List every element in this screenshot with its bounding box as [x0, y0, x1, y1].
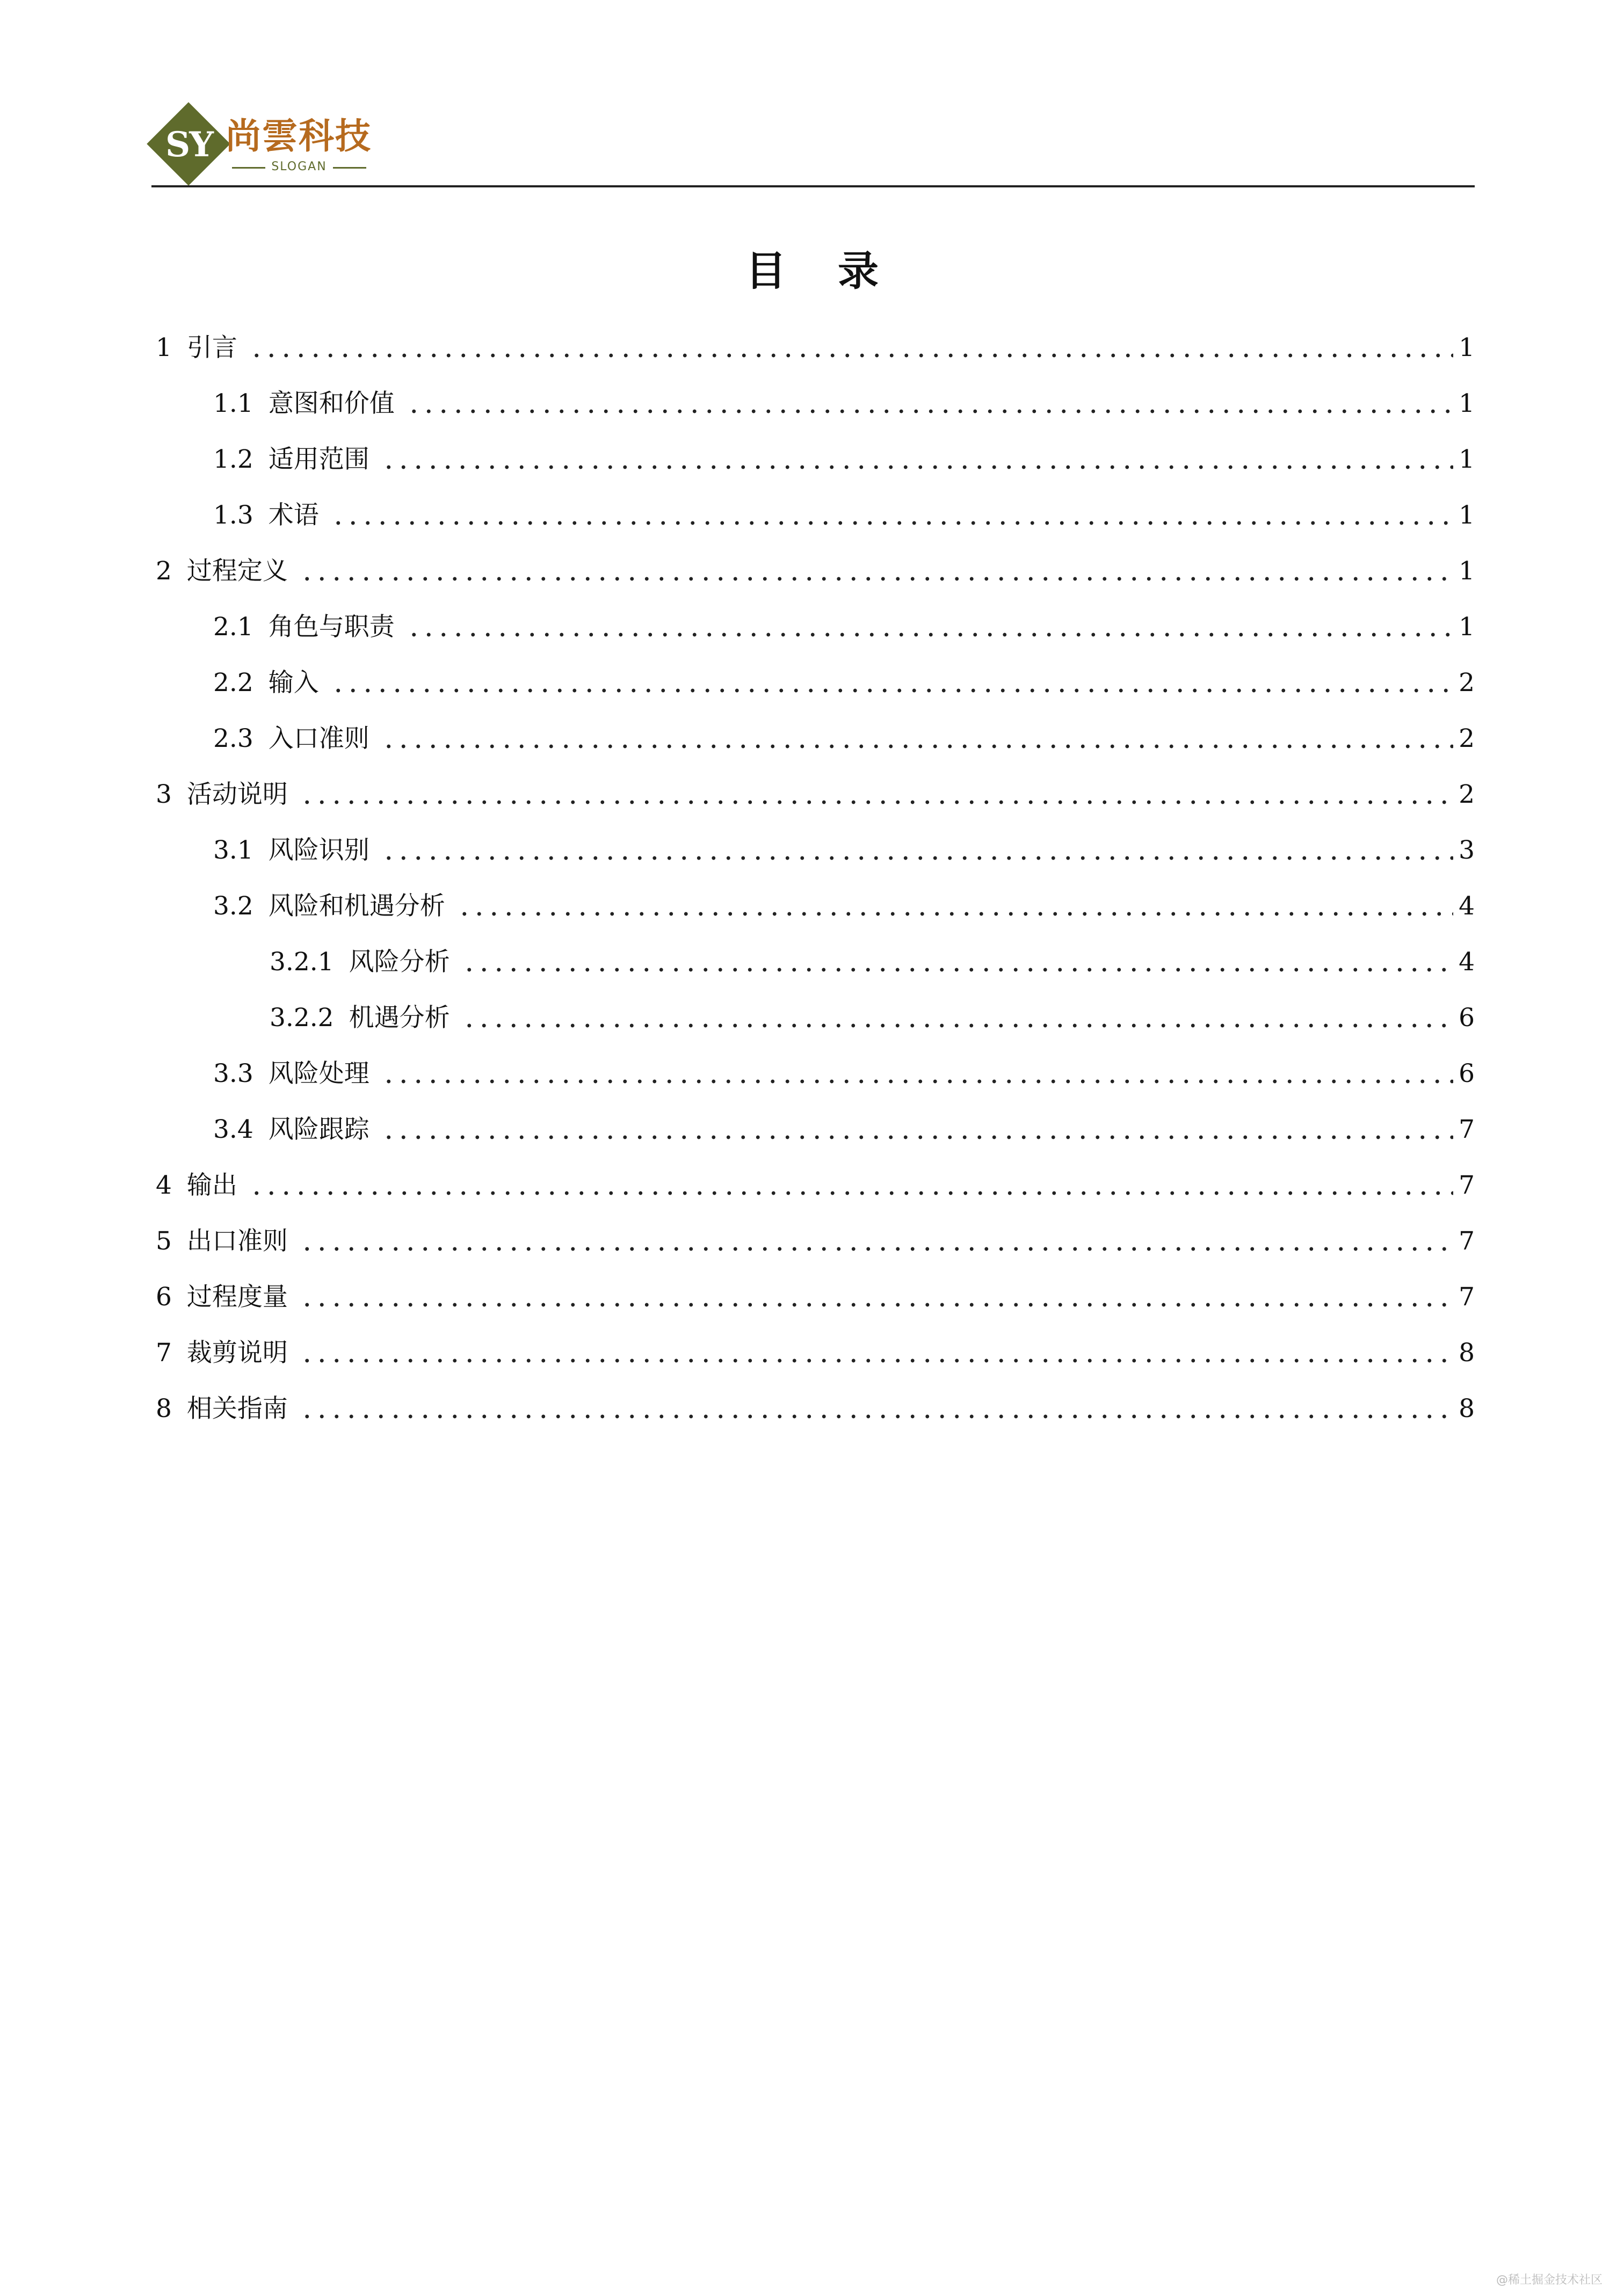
toc-entry[interactable] [156, 599, 1475, 655]
toc-entry-page-number: 7 [1459, 1282, 1475, 1312]
toc-entry-page-number: 4 [1459, 891, 1475, 921]
toc-entry-label: 裁剪说明 [186, 1338, 288, 1368]
toc-entry-page-number: 1 [1459, 333, 1475, 362]
toc-entry[interactable] [156, 1158, 1475, 1214]
toc-dot-leader [381, 1046, 1453, 1102]
toc-entry-label: 风险跟踪 [268, 1115, 369, 1144]
toc-entry-number: 3.1 [213, 835, 253, 865]
table-of-contents [156, 320, 1475, 1437]
toc-entry[interactable] [156, 934, 1475, 990]
page-title: 目录 [745, 247, 930, 295]
toc-entry-label: 过程度量 [186, 1282, 288, 1312]
slogan-right-rule [333, 167, 366, 169]
toc-entry-number: 2.3 [213, 724, 253, 753]
watermark: @稀土掘金技术社区 [1496, 2273, 1603, 2287]
toc-dot-leader [407, 599, 1453, 655]
toc-entry-label: 引言 [186, 333, 237, 362]
toc-entry[interactable] [156, 990, 1475, 1046]
toc-entry-label: 输出 [186, 1171, 237, 1200]
toc-entry[interactable] [156, 823, 1475, 878]
toc-dot-leader [300, 1325, 1453, 1381]
toc-entry[interactable] [156, 1102, 1475, 1158]
logo-slogan-row [232, 159, 366, 175]
toc-dot-leader [462, 934, 1454, 990]
toc-entry-number: 7 [156, 1338, 172, 1368]
slogan-left-rule [232, 167, 265, 169]
toc-dot-leader [381, 432, 1453, 488]
toc-entry-number: 1.3 [213, 500, 253, 530]
toc-entry-page-number: 8 [1459, 1394, 1475, 1423]
toc-entry-number: 2.1 [213, 612, 253, 642]
toc-entry[interactable] [156, 655, 1475, 711]
toc-entry-label: 入口准则 [268, 724, 369, 753]
toc-entry-page-number: 1 [1459, 612, 1475, 642]
toc-entry-page-number: 4 [1459, 947, 1475, 977]
toc-entry[interactable] [156, 1269, 1475, 1325]
toc-dot-leader [407, 376, 1453, 432]
toc-entry-page-number: 1 [1459, 556, 1475, 586]
toc-entry-label: 风险识别 [268, 835, 369, 865]
toc-dot-leader [457, 878, 1453, 934]
toc-entry-page-number: 6 [1459, 1003, 1475, 1033]
toc-entry-number: 3.2.1 [270, 947, 334, 977]
toc-entry-page-number: 1 [1459, 445, 1475, 474]
toc-entry-label: 出口准则 [186, 1226, 288, 1256]
toc-entry-label: 适用范围 [268, 445, 369, 474]
toc-entry[interactable] [156, 878, 1475, 934]
toc-entry-page-number: 3 [1459, 835, 1475, 865]
toc-dot-leader [331, 488, 1453, 543]
toc-entry-number: 8 [156, 1394, 172, 1423]
toc-dot-leader [462, 990, 1454, 1046]
toc-entry-page-number: 1 [1459, 500, 1475, 530]
toc-entry-page-number: 7 [1459, 1115, 1475, 1144]
toc-entry-label: 活动说明 [186, 780, 288, 809]
toc-entry[interactable] [156, 432, 1475, 488]
toc-entry-number: 3.4 [213, 1115, 253, 1144]
toc-entry-label: 术语 [268, 500, 319, 530]
toc-entry-page-number: 1 [1459, 389, 1475, 418]
toc-dot-leader [249, 1158, 1453, 1214]
toc-entry[interactable] [156, 488, 1475, 543]
toc-entry-label: 意图和价值 [268, 389, 395, 418]
toc-dot-leader [300, 1269, 1453, 1325]
toc-entry[interactable] [156, 320, 1475, 376]
toc-entry-number: 3 [156, 780, 172, 809]
toc-entry-label: 过程定义 [186, 556, 288, 586]
toc-entry[interactable] [156, 1325, 1475, 1381]
toc-entry-label: 风险和机遇分析 [268, 891, 445, 921]
toc-entry[interactable] [156, 1214, 1475, 1269]
logo-company-name: 尚雲科技 [226, 115, 372, 157]
toc-entry-page-number: 7 [1459, 1226, 1475, 1256]
logo-slogan: SLOGAN [271, 160, 327, 173]
toc-entry-number: 1 [156, 333, 172, 362]
toc-entry-label: 风险分析 [349, 947, 450, 977]
toc-dot-leader [381, 823, 1453, 878]
toc-entry-page-number: 6 [1459, 1059, 1475, 1088]
toc-entry-page-number: 2 [1459, 668, 1475, 697]
toc-dot-leader [300, 767, 1453, 823]
toc-entry[interactable] [156, 767, 1475, 823]
toc-entry[interactable] [156, 1381, 1475, 1437]
toc-entry-label: 风险处理 [268, 1059, 369, 1088]
toc-dot-leader [381, 1102, 1453, 1158]
toc-dot-leader [300, 1214, 1453, 1269]
toc-dot-leader [300, 1381, 1453, 1437]
toc-dot-leader [331, 655, 1453, 711]
toc-entry-number: 1.2 [213, 445, 253, 474]
header-divider [151, 185, 1475, 187]
toc-dot-leader [381, 711, 1453, 767]
toc-entry-page-number: 7 [1459, 1171, 1475, 1200]
toc-entry-label: 机遇分析 [349, 1003, 450, 1033]
toc-entry-page-number: 2 [1459, 780, 1475, 809]
toc-entry-page-number: 8 [1459, 1338, 1475, 1368]
logo-letters: SY [165, 125, 213, 165]
toc-entry-number: 2 [156, 556, 172, 586]
toc-entry-number: 4 [156, 1171, 172, 1200]
toc-entry-number: 5 [156, 1226, 172, 1256]
page-header [151, 107, 1475, 188]
toc-entry[interactable] [156, 1046, 1475, 1102]
toc-entry-number: 3.3 [213, 1059, 253, 1088]
toc-dot-leader [300, 543, 1453, 599]
company-logo [151, 107, 388, 188]
toc-entry[interactable] [156, 543, 1475, 599]
toc-entry-page-number: 2 [1459, 724, 1475, 753]
toc-entry-label: 相关指南 [186, 1394, 288, 1423]
toc-entry-number: 3.2.2 [270, 1003, 334, 1033]
toc-entry[interactable] [156, 711, 1475, 767]
toc-entry[interactable] [156, 376, 1475, 432]
toc-entry-number: 1.1 [213, 389, 253, 418]
toc-entry-number: 6 [156, 1282, 172, 1312]
toc-entry-number: 3.2 [213, 891, 253, 921]
toc-dot-leader [249, 320, 1453, 376]
toc-entry-label: 输入 [268, 668, 319, 697]
toc-entry-label: 角色与职责 [268, 612, 395, 642]
toc-entry-number: 2.2 [213, 668, 253, 697]
